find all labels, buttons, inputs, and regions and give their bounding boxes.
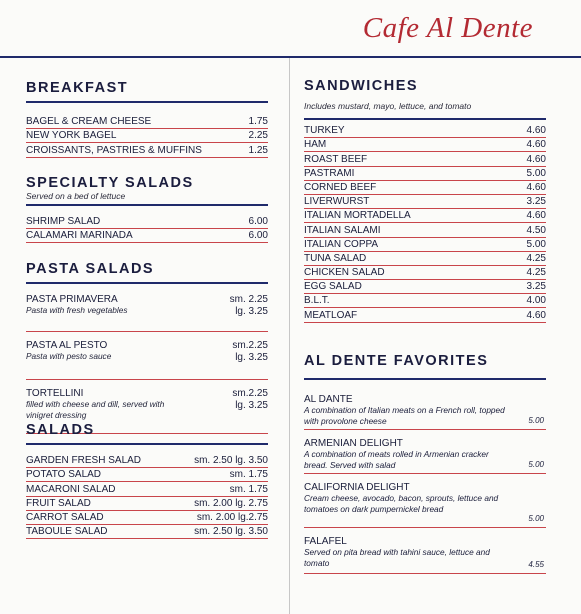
menu-row <box>304 195 546 209</box>
item-name: CROISSANTS, PASTRIES & MUFFINS <box>26 144 202 156</box>
menu-row <box>304 252 546 266</box>
item-price: 3.25 <box>526 281 546 293</box>
menu-row <box>304 223 546 237</box>
item-price-large: lg. 3.25 <box>235 352 268 363</box>
item-description: A combination of Italian meats on a French roll, topped with provolone cheese <box>304 405 505 426</box>
item-name: ITALIAN COPPA <box>304 238 379 250</box>
item-price: sm. 2.00 lg. 2.75 <box>194 497 268 509</box>
item-name: ITALIAN SALAMI <box>304 224 381 236</box>
item-name: ARMENIAN DELIGHT <box>304 438 403 449</box>
sandwiches-section <box>304 78 546 323</box>
menu-row <box>304 308 546 322</box>
item-name: POTATO SALAD <box>26 469 102 481</box>
specialty-salads-heading: SPECIALTY SALADS <box>26 175 194 191</box>
favorite-item <box>304 438 546 474</box>
item-name: ITALIAN MORTADELLA <box>304 210 411 222</box>
item-name: FRUIT SALAD <box>26 497 91 509</box>
item-name: TURKEY <box>304 125 345 137</box>
item-name: AL DANTE <box>304 394 353 405</box>
item-price: sm. 2.50 lg. 3.50 <box>194 455 268 467</box>
menu-row <box>26 129 268 143</box>
item-price: 4.60 <box>526 153 546 165</box>
item-price: 4.60 <box>526 181 546 193</box>
item-name: NEW YORK BAGEL <box>26 130 117 142</box>
item-price: sm. 1.75 <box>229 469 268 481</box>
item-price: 4.25 <box>526 252 546 264</box>
sandwiches-note: Includes mustard, mayo, lettuce, and tomato <box>304 101 472 111</box>
item-price: 4.60 <box>526 210 546 222</box>
item-price: 4.60 <box>526 139 546 151</box>
specialty-salads-section <box>26 175 268 243</box>
item-price: sm. 2.50 lg. 3.50 <box>194 526 268 538</box>
item-description: Pasta with fresh vegetables <box>26 305 128 315</box>
favorites-list <box>304 394 546 574</box>
menu-row <box>304 266 546 280</box>
header-rule <box>0 56 581 58</box>
item-name: PASTA AL PESTO <box>26 340 108 351</box>
item-name: TUNA SALAD <box>304 252 367 264</box>
item-description: A combination of meats rolled in Armenian cracker bread. Served with salad <box>304 449 489 470</box>
menu-row <box>304 209 546 223</box>
menu-row <box>304 152 546 166</box>
pasta-salads-heading: PASTA SALADS <box>26 261 155 277</box>
section-rule <box>26 443 268 445</box>
item-price-small: sm. 2.25 <box>229 294 268 305</box>
item-name: MEATLOAF <box>304 309 358 321</box>
pasta-item <box>26 340 268 380</box>
item-name: BAGEL & CREAM CHEESE <box>26 116 152 128</box>
favorite-item <box>304 536 546 574</box>
item-description: filled with cheese and dill, served with vinigret dressing <box>26 399 165 420</box>
item-name: CARROT SALAD <box>26 511 104 523</box>
item-price: 5.00 <box>526 167 546 179</box>
item-name: CALAMARI MARINADA <box>26 230 133 242</box>
item-description: Served on pita bread with tahini sauce, lettuce and tomato <box>304 547 490 568</box>
item-name: CALIFORNIA DELIGHT <box>304 482 410 493</box>
item-name: GARDEN FRESH SALAD <box>26 455 142 467</box>
item-price-large: lg. 3.25 <box>235 400 268 411</box>
item-price: 4.25 <box>526 267 546 279</box>
item-price: 5.00 <box>528 460 544 469</box>
item-price: 6.00 <box>248 216 268 228</box>
item-price: sm. 2.00 lg.2.75 <box>196 511 268 523</box>
menu-row <box>26 454 268 468</box>
cafe-title: Cafe Al Dente <box>362 12 533 44</box>
breakfast-list <box>26 115 268 158</box>
item-price: sm. 1.75 <box>229 483 268 495</box>
item-price-small: sm.2.25 <box>232 388 268 399</box>
item-name: ROAST BEEF <box>304 153 368 165</box>
item-price: 4.50 <box>526 224 546 236</box>
breakfast-section <box>26 80 268 158</box>
item-price-large: lg. 3.25 <box>235 306 268 317</box>
menu-row <box>26 115 268 129</box>
salads-list <box>26 454 268 539</box>
item-price: 4.55 <box>528 560 544 569</box>
pasta-item <box>26 294 268 332</box>
item-description: Pasta with pesto sauce <box>26 351 112 361</box>
section-rule <box>304 118 546 120</box>
menu-row <box>304 138 546 152</box>
item-name: LIVERWURST <box>304 196 370 208</box>
item-name: SHRIMP SALAD <box>26 216 101 228</box>
menu-row <box>304 124 546 138</box>
item-name: EGG SALAD <box>304 281 362 293</box>
item-price: 4.60 <box>526 309 546 321</box>
section-rule <box>26 282 268 284</box>
section-rule <box>26 204 268 206</box>
item-name: CORNED BEEF <box>304 181 377 193</box>
menu-row <box>304 294 546 308</box>
item-price: 3.25 <box>526 196 546 208</box>
menu-row <box>304 238 546 252</box>
item-description: Cream cheese, avocado, bacon, sprouts, lettuce and tomatoes on dark pumpernickel bread <box>304 493 499 514</box>
item-name: PASTA PRIMAVERA <box>26 294 118 305</box>
section-rule <box>304 378 546 380</box>
item-price: 4.00 <box>526 295 546 307</box>
item-price: 4.60 <box>526 125 546 137</box>
item-name: TORTELLINI <box>26 388 84 399</box>
column-divider <box>289 58 290 614</box>
item-price: 2.25 <box>248 130 268 142</box>
item-price: 1.25 <box>248 144 268 156</box>
menu-row <box>26 511 268 525</box>
favorite-item <box>304 482 546 528</box>
menu-row <box>304 181 546 195</box>
item-name: TABOULE SALAD <box>26 526 108 538</box>
sandwiches-list <box>304 124 546 323</box>
item-price-small: sm.2.25 <box>232 340 268 351</box>
item-price: 5.00 <box>528 416 544 425</box>
item-name: B.L.T. <box>304 295 330 307</box>
item-name: FALAFEL <box>304 536 347 547</box>
item-price: 6.00 <box>248 230 268 242</box>
menu-row <box>26 497 268 511</box>
pasta-salads-list <box>26 294 268 434</box>
menu-row <box>304 280 546 294</box>
specialty-salads-note: Served on a bed of lettuce <box>26 191 126 201</box>
favorite-item <box>304 394 546 430</box>
item-name: HAM <box>304 139 327 151</box>
item-name: CHICKEN SALAD <box>304 267 385 279</box>
item-price: 5.00 <box>526 238 546 250</box>
breakfast-heading: BREAKFAST <box>26 80 129 96</box>
menu-row <box>26 468 268 482</box>
menu-row <box>26 482 268 496</box>
menu-row <box>26 143 268 157</box>
item-price: 1.75 <box>248 116 268 128</box>
favorites-heading: AL DENTE FAVORITES <box>304 353 489 369</box>
menu-row <box>26 229 268 243</box>
specialty-salads-list <box>26 215 268 243</box>
favorites-section <box>304 353 546 582</box>
menu-row <box>26 215 268 229</box>
salads-section <box>26 422 268 539</box>
section-rule <box>26 101 268 103</box>
salads-heading: SALADS <box>26 422 95 438</box>
sandwiches-heading: SANDWICHES <box>304 78 419 94</box>
item-name: PASTRAMI <box>304 167 355 179</box>
menu-row <box>26 525 268 539</box>
item-name: MACARONI SALAD <box>26 483 116 495</box>
item-price: 5.00 <box>528 514 544 523</box>
menu-row <box>304 167 546 181</box>
pasta-salads-section <box>26 261 268 442</box>
